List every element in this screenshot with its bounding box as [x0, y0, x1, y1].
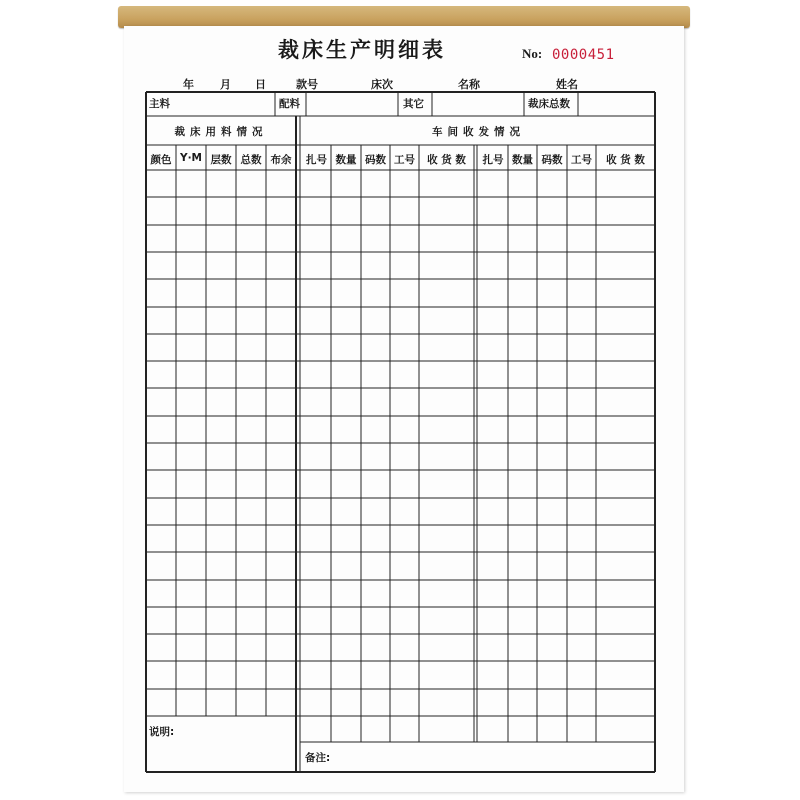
- col-bundle-no: 扎号: [482, 154, 504, 166]
- col-ym: Y·M: [179, 152, 203, 164]
- section-workshop-issue-receive: 车间收发情况: [432, 126, 525, 138]
- form-number-label: No:: [522, 46, 543, 61]
- label-accessory: 配料: [279, 98, 300, 110]
- header-month: 月: [220, 78, 231, 91]
- col-color: 颜色: [150, 154, 172, 166]
- col-worker-id: 工号: [571, 154, 592, 166]
- header-style-no: 款号: [296, 78, 318, 91]
- header-bed-no: 床次: [371, 78, 393, 91]
- col-received-qty: 收 货 数: [606, 154, 645, 166]
- label-main-fabric: 主料: [149, 98, 170, 110]
- header-person-name: 姓名: [556, 78, 578, 91]
- col-size: 码数: [365, 154, 386, 166]
- header-name: 名称: [458, 78, 480, 91]
- col-received-qty: 收 货 数: [427, 154, 466, 166]
- col-fabric-remaining: 布余: [270, 154, 292, 166]
- col-worker-id: 工号: [394, 154, 415, 166]
- header-day: 日: [255, 78, 266, 91]
- col-quantity: 数量: [512, 154, 533, 166]
- col-bundle-no: 扎号: [306, 154, 327, 166]
- label-remarks: 备注:: [305, 752, 331, 764]
- label-other: 其它: [403, 98, 424, 110]
- col-quantity: 数量: [335, 154, 357, 166]
- col-layers: 层数: [210, 154, 232, 166]
- header-year: 年: [183, 78, 194, 91]
- section-cutting-materials: 裁床用料情况: [174, 126, 268, 138]
- form-title: 裁床生产明细表: [278, 37, 446, 62]
- form-number-value: 0000451: [552, 47, 615, 63]
- col-total: 总数: [240, 154, 262, 166]
- label-cutting-total: 裁床总数: [528, 98, 570, 110]
- label-notes: 说明:: [149, 726, 175, 738]
- col-size: 码数: [541, 154, 563, 166]
